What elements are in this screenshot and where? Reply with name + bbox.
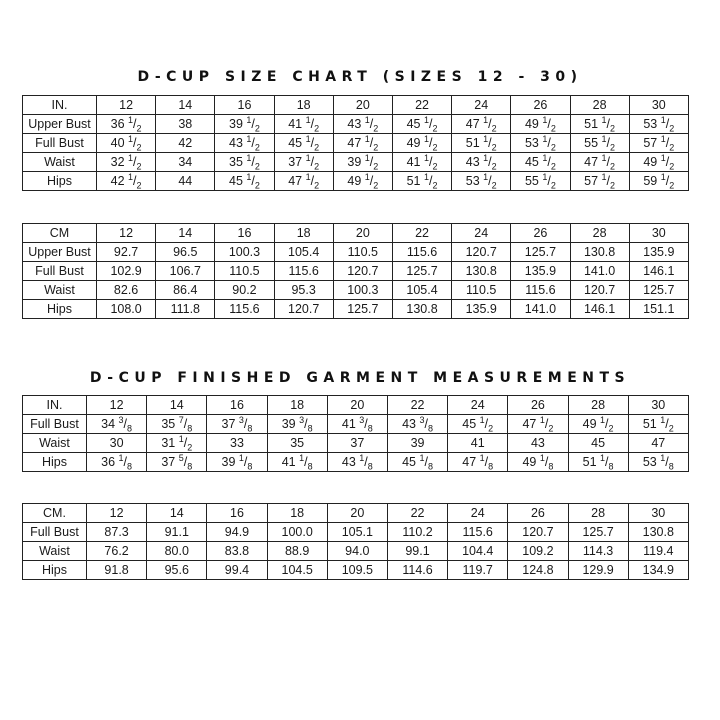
size-header-cell: 28	[568, 396, 628, 415]
size-header-cell: 20	[327, 504, 387, 523]
size-header-cell: 14	[147, 396, 207, 415]
measurement-cell: 130.8	[628, 523, 688, 542]
row-label-cell: Waist	[23, 542, 87, 561]
measurement-cell: 130.8	[452, 262, 511, 281]
size-header-cell: 22	[392, 96, 451, 115]
size-header-cell: 12	[97, 96, 156, 115]
measurement-cell: 92.7	[97, 243, 156, 262]
size-header-cell: 30	[629, 224, 688, 243]
measurement-cell: 35 $^7/_8$	[147, 415, 207, 434]
measurement-cell: 124.8	[508, 561, 568, 580]
measurement-cell: 33	[207, 434, 267, 453]
measurement-cell: 115.6	[392, 243, 451, 262]
measurement-cell: 43 $^3/_8$	[387, 415, 447, 434]
size-header-cell: 24	[452, 96, 511, 115]
measurement-cell: 49 $^1/_2$	[629, 153, 688, 172]
row-label-cell: Full Bust	[23, 415, 87, 434]
measurement-cell: 104.4	[448, 542, 508, 561]
measurement-cell: 104.5	[267, 561, 327, 580]
measurement-cell: 125.7	[392, 262, 451, 281]
measurement-cell: 57 $^1/_2$	[570, 172, 629, 191]
size-header-cell: 18	[267, 396, 327, 415]
measurement-cell: 146.1	[570, 300, 629, 319]
measurement-cell: 94.0	[327, 542, 387, 561]
size-header-cell: 12	[87, 504, 147, 523]
size-header-cell: 16	[215, 96, 274, 115]
measurement-cell: 151.1	[629, 300, 688, 319]
measurement-cell: 125.7	[511, 243, 570, 262]
size-chart-inches-table	[22, 95, 689, 191]
row-label-cell: Waist	[23, 281, 97, 300]
row-label-cell: IN.	[23, 96, 97, 115]
measurement-cell: 35 $^1/_2$	[215, 153, 274, 172]
measurement-cell: 49 $^1/_2$	[333, 172, 392, 191]
measurement-cell: 53 $^1/_2$	[511, 134, 570, 153]
measurement-cell: 135.9	[629, 243, 688, 262]
measurement-cell: 120.7	[274, 300, 333, 319]
measurement-cell: 41 $^1/_8$	[267, 453, 327, 472]
header-row	[23, 504, 689, 523]
measurement-cell: 125.7	[333, 300, 392, 319]
measurement-cell: 47 $^1/_2$	[333, 134, 392, 153]
measurement-cell: 57 $^1/_2$	[629, 134, 688, 153]
measurement-cell: 115.6	[215, 300, 274, 319]
measurement-cell: 36 $^1/_2$	[97, 115, 156, 134]
size-header-cell: 30	[628, 504, 688, 523]
measurement-cell: 100.3	[333, 281, 392, 300]
measurement-cell: 49 $^1/_2$	[511, 115, 570, 134]
size-header-cell: 18	[274, 96, 333, 115]
table-row	[23, 415, 689, 434]
measurement-cell: 115.6	[448, 523, 508, 542]
measurement-cell: 36 $^1/_8$	[87, 453, 147, 472]
measurement-cell: 51 $^1/_2$	[570, 115, 629, 134]
measurement-cell: 120.7	[452, 243, 511, 262]
measurement-cell: 105.1	[327, 523, 387, 542]
measurement-cell: 129.9	[568, 561, 628, 580]
measurement-cell: 45 $^1/_2$	[511, 153, 570, 172]
measurement-cell: 119.7	[448, 561, 508, 580]
size-header-cell: 12	[97, 224, 156, 243]
measurement-cell: 141.0	[511, 300, 570, 319]
measurement-cell: 110.2	[387, 523, 447, 542]
measurement-cell: 110.5	[215, 262, 274, 281]
measurement-cell: 51 $^1/_2$	[452, 134, 511, 153]
row-label-cell: CM.	[23, 504, 87, 523]
table-row	[23, 134, 689, 153]
measurement-cell: 105.4	[274, 243, 333, 262]
measurement-cell: 110.5	[452, 281, 511, 300]
measurement-cell: 134.9	[628, 561, 688, 580]
measurement-cell: 90.2	[215, 281, 274, 300]
measurement-cell: 35	[267, 434, 327, 453]
table-row	[23, 262, 689, 281]
size-header-cell: 16	[207, 504, 267, 523]
header-row	[23, 396, 689, 415]
table-row	[23, 281, 689, 300]
row-label-cell: CM	[23, 224, 97, 243]
measurement-cell: 39 $^1/_2$	[333, 153, 392, 172]
measurement-cell: 30	[87, 434, 147, 453]
measurement-cell: 42 $^1/_2$	[97, 172, 156, 191]
measurement-cell: 51 $^1/_2$	[392, 172, 451, 191]
measurement-cell: 43 $^1/_2$	[452, 153, 511, 172]
finished-garment-inches-table	[22, 395, 689, 472]
row-label-cell: Full Bust	[23, 262, 97, 281]
size-header-cell: 14	[156, 224, 215, 243]
size-header-cell: 14	[156, 96, 215, 115]
row-label-cell: Waist	[23, 153, 97, 172]
measurement-cell: 43 $^1/_8$	[327, 453, 387, 472]
row-label-cell: Full Bust	[23, 134, 97, 153]
measurement-cell: 47 $^1/_2$	[508, 415, 568, 434]
measurement-cell: 47 $^1/_2$	[274, 172, 333, 191]
header-row	[23, 224, 689, 243]
measurement-cell: 47 $^1/_2$	[452, 115, 511, 134]
measurement-cell: 99.1	[387, 542, 447, 561]
measurement-cell: 82.6	[97, 281, 156, 300]
measurement-cell: 106.7	[156, 262, 215, 281]
measurement-cell: 49 $^1/_2$	[392, 134, 451, 153]
measurement-cell: 43 $^1/_2$	[215, 134, 274, 153]
measurement-cell: 49 $^1/_2$	[568, 415, 628, 434]
row-label-cell: Waist	[23, 434, 87, 453]
measurement-cell: 146.1	[629, 262, 688, 281]
measurement-cell: 47 $^1/_8$	[448, 453, 508, 472]
measurement-cell: 141.0	[570, 262, 629, 281]
measurement-cell: 41 $^3/_8$	[327, 415, 387, 434]
measurement-cell: 100.3	[215, 243, 274, 262]
row-label-cell: Upper Bust	[23, 115, 97, 134]
measurement-cell: 44	[156, 172, 215, 191]
measurement-cell: 105.4	[392, 281, 451, 300]
measurement-cell: 135.9	[452, 300, 511, 319]
size-header-cell: 12	[87, 396, 147, 415]
finished-garment-cm-table	[22, 503, 689, 580]
size-header-cell: 24	[448, 396, 508, 415]
measurement-cell: 41 $^1/_2$	[274, 115, 333, 134]
measurement-cell: 120.7	[333, 262, 392, 281]
measurement-cell: 38	[156, 115, 215, 134]
measurement-cell: 51 $^1/_8$	[568, 453, 628, 472]
size-header-cell: 26	[508, 396, 568, 415]
measurement-cell: 45 $^1/_2$	[392, 115, 451, 134]
size-header-cell: 18	[267, 504, 327, 523]
measurement-cell: 91.1	[147, 523, 207, 542]
measurement-cell: 125.7	[629, 281, 688, 300]
size-header-cell: 30	[628, 396, 688, 415]
measurement-cell: 53 $^1/_8$	[628, 453, 688, 472]
measurement-cell: 55 $^1/_2$	[511, 172, 570, 191]
measurement-cell: 39 $^1/_2$	[215, 115, 274, 134]
measurement-cell: 114.6	[387, 561, 447, 580]
measurement-cell: 88.9	[267, 542, 327, 561]
measurement-cell: 45 $^1/_2$	[274, 134, 333, 153]
measurement-cell: 43	[508, 434, 568, 453]
row-label-cell: IN.	[23, 396, 87, 415]
size-header-cell: 20	[327, 396, 387, 415]
size-header-cell: 26	[508, 504, 568, 523]
measurement-cell: 120.7	[570, 281, 629, 300]
measurement-cell: 49 $^1/_8$	[508, 453, 568, 472]
measurement-cell: 83.8	[207, 542, 267, 561]
measurement-cell: 99.4	[207, 561, 267, 580]
table-row	[23, 434, 689, 453]
size-chart-title: D-CUP SIZE CHART (SIZES 12 - 30)	[137, 69, 583, 85]
size-header-cell: 22	[387, 396, 447, 415]
row-label-cell: Full Bust	[23, 523, 87, 542]
size-header-cell: 20	[333, 96, 392, 115]
measurement-cell: 34	[156, 153, 215, 172]
measurement-cell: 37 $^1/_2$	[274, 153, 333, 172]
measurement-cell: 119.4	[628, 542, 688, 561]
measurement-cell: 47	[628, 434, 688, 453]
measurement-cell: 34 $^3/_8$	[87, 415, 147, 434]
size-header-cell: 16	[215, 224, 274, 243]
measurement-cell: 115.6	[274, 262, 333, 281]
table-row	[23, 153, 689, 172]
row-label-cell: Hips	[23, 453, 87, 472]
measurement-cell: 53 $^1/_2$	[629, 115, 688, 134]
row-label-cell: Hips	[23, 172, 97, 191]
measurement-cell: 109.5	[327, 561, 387, 580]
measurement-cell: 130.8	[570, 243, 629, 262]
row-label-cell: Hips	[23, 561, 87, 580]
table-row	[23, 300, 689, 319]
measurement-cell: 45	[568, 434, 628, 453]
measurement-cell: 55 $^1/_2$	[570, 134, 629, 153]
measurement-cell: 100.0	[267, 523, 327, 542]
size-header-cell: 22	[387, 504, 447, 523]
measurement-cell: 80.0	[147, 542, 207, 561]
size-header-cell: 26	[511, 224, 570, 243]
size-header-cell: 28	[570, 224, 629, 243]
measurement-cell: 96.5	[156, 243, 215, 262]
size-header-cell: 18	[274, 224, 333, 243]
size-chart-cm-table	[22, 223, 689, 319]
measurement-cell: 45 $^1/_2$	[448, 415, 508, 434]
measurement-cell: 125.7	[568, 523, 628, 542]
finished-garment-title: D-CUP FINISHED GARMENT MEASUREMENTS	[89, 370, 631, 386]
measurement-cell: 109.2	[508, 542, 568, 561]
measurement-cell: 102.9	[97, 262, 156, 281]
measurement-cell: 94.9	[207, 523, 267, 542]
measurement-cell: 39 $^1/_8$	[207, 453, 267, 472]
measurement-cell: 95.6	[147, 561, 207, 580]
size-header-cell: 16	[207, 396, 267, 415]
size-header-cell: 28	[570, 96, 629, 115]
measurement-cell: 40 $^1/_2$	[97, 134, 156, 153]
measurement-cell: 130.8	[392, 300, 451, 319]
measurement-cell: 110.5	[333, 243, 392, 262]
measurement-cell: 114.3	[568, 542, 628, 561]
measurement-cell: 53 $^1/_2$	[452, 172, 511, 191]
size-header-cell: 20	[333, 224, 392, 243]
size-header-cell: 28	[568, 504, 628, 523]
size-header-cell: 22	[392, 224, 451, 243]
table-row	[23, 542, 689, 561]
size-header-cell: 30	[629, 96, 688, 115]
measurement-cell: 32 $^1/_2$	[97, 153, 156, 172]
table-row	[23, 561, 689, 580]
measurement-cell: 111.8	[156, 300, 215, 319]
measurement-cell: 45 $^1/_8$	[387, 453, 447, 472]
size-header-cell: 26	[511, 96, 570, 115]
row-label-cell: Upper Bust	[23, 243, 97, 262]
measurement-cell: 37 $^5/_8$	[147, 453, 207, 472]
measurement-cell: 135.9	[511, 262, 570, 281]
measurement-cell: 39 $^3/_8$	[267, 415, 327, 434]
measurement-cell: 91.8	[87, 561, 147, 580]
table-row	[23, 523, 689, 542]
table-row	[23, 115, 689, 134]
measurement-cell: 47 $^1/_2$	[570, 153, 629, 172]
table-row	[23, 172, 689, 191]
row-label-cell: Hips	[23, 300, 97, 319]
measurement-cell: 37	[327, 434, 387, 453]
table-row	[23, 453, 689, 472]
measurement-cell: 42	[156, 134, 215, 153]
size-header-cell: 24	[448, 504, 508, 523]
measurement-cell: 59 $^1/_2$	[629, 172, 688, 191]
measurement-cell: 37 $^3/_8$	[207, 415, 267, 434]
table-row	[23, 243, 689, 262]
measurement-cell: 43 $^1/_2$	[333, 115, 392, 134]
measurement-cell: 86.4	[156, 281, 215, 300]
measurement-cell: 39	[387, 434, 447, 453]
measurement-cell: 51 $^1/_2$	[628, 415, 688, 434]
measurement-cell: 76.2	[87, 542, 147, 561]
measurement-cell: 41 $^1/_2$	[392, 153, 451, 172]
measurement-cell: 95.3	[274, 281, 333, 300]
measurement-cell: 41	[448, 434, 508, 453]
measurement-cell: 108.0	[97, 300, 156, 319]
measurement-cell: 120.7	[508, 523, 568, 542]
measurement-cell: 31 $^1/_2$	[147, 434, 207, 453]
header-row	[23, 96, 689, 115]
measurement-cell: 115.6	[511, 281, 570, 300]
measurement-cell: 87.3	[87, 523, 147, 542]
measurement-cell: 45 $^1/_2$	[215, 172, 274, 191]
size-header-cell: 14	[147, 504, 207, 523]
size-header-cell: 24	[452, 224, 511, 243]
